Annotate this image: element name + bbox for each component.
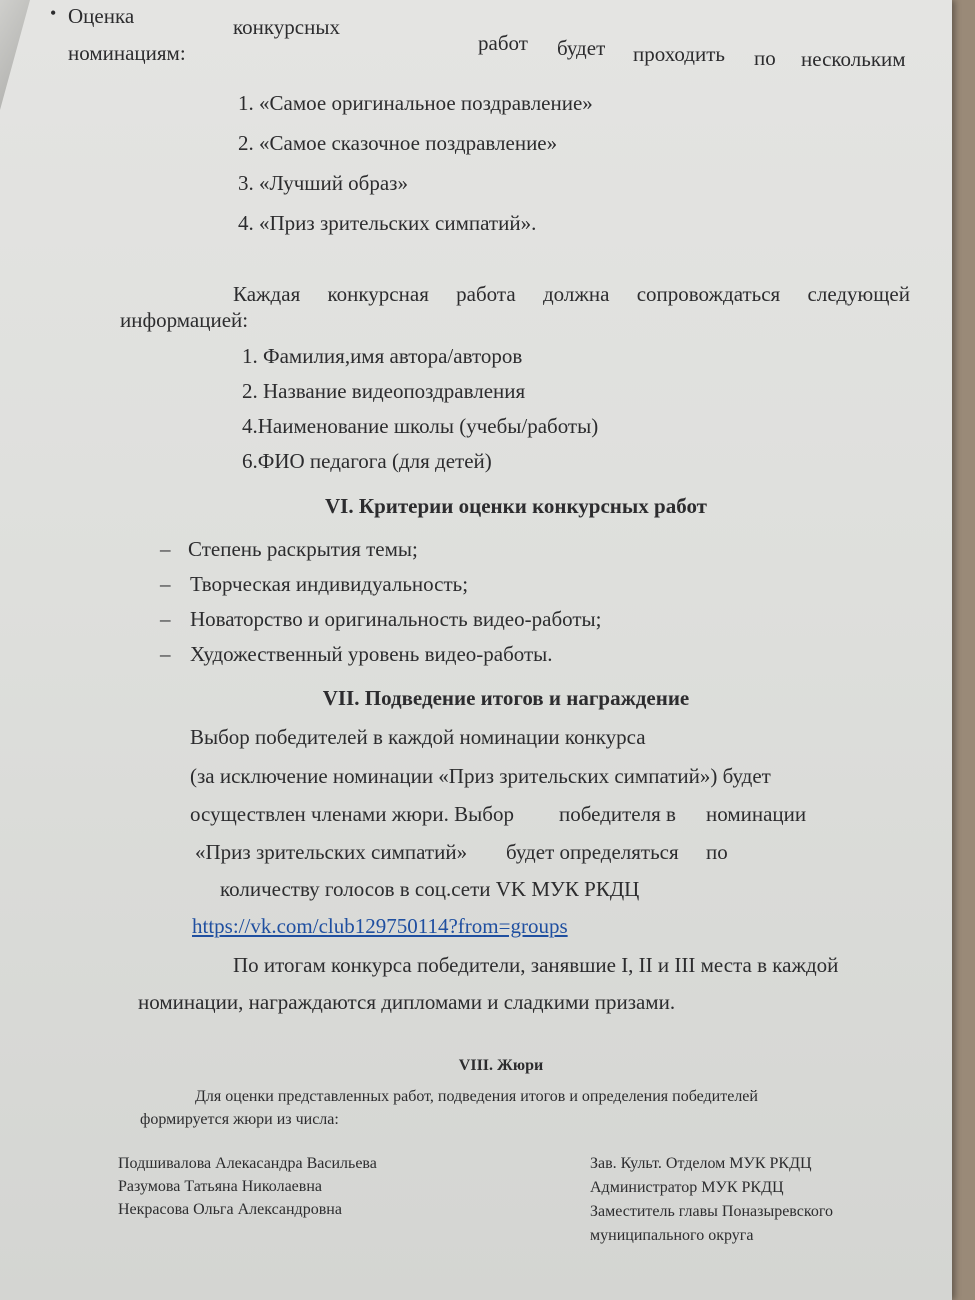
jury-member-role: Зав. Культ. Отделом МУК РКДЦ	[590, 1155, 812, 1172]
jury-intro-line: формируется жюри из числа:	[140, 1111, 339, 1128]
bullet-mark: •	[50, 3, 57, 23]
folded-corner	[0, 0, 30, 110]
jury-member-name: Некрасова Ольга Александровна	[118, 1201, 342, 1218]
info-item: 1. Фамилия,имя автора/авторов	[242, 344, 523, 368]
nomination-item: 1. «Самое оригинальное поздравление»	[238, 91, 593, 115]
jury-member-name: Разумова Татьяна Николаевна	[118, 1178, 322, 1195]
jury-intro-line: Для оценки представленных работ, подведения итогов и определения победителей	[195, 1088, 758, 1105]
vk-group-link[interactable]: https://vk.com/club129750114?from=groups	[192, 914, 568, 938]
results-line: победителя в	[559, 802, 676, 826]
info-paragraph-line-1	[233, 284, 910, 305]
list-dash: –	[160, 572, 171, 596]
intro-word-1: Оценка	[68, 4, 135, 28]
intro-word-3: работ	[478, 31, 528, 55]
jury-member-role: Администратор МУК РКДЦ	[590, 1179, 784, 1196]
criteria-item: Творческая индивидуальность;	[190, 572, 469, 596]
intro-word-4: будет	[557, 36, 606, 60]
info-word: работа	[456, 282, 516, 306]
criteria-item: Новаторство и оригинальность видео-работы;	[190, 607, 602, 631]
results-line: «Приз зрительских симпатий»	[195, 840, 468, 864]
jury-member-role: муниципального округа	[590, 1227, 754, 1244]
info-item: 2. Название видеопоздравления	[242, 379, 526, 403]
intro-line-2: номинациям:	[68, 41, 186, 65]
intro-word-2: конкурсных	[233, 15, 340, 39]
criteria-item: Степень раскрытия темы;	[188, 537, 418, 561]
info-word: должна	[542, 282, 610, 306]
info-word: сопровождаться	[636, 282, 781, 306]
jury-member-role: Заместитель главы Поназыревского	[590, 1203, 833, 1220]
results-line: (за исключение номинации «Приз зрительских симпатий») будет	[190, 764, 771, 788]
criteria-item: Художественный уровень видео-работы.	[190, 642, 553, 666]
jury-member-name: Подшивалова Алекасандра Васильева	[118, 1155, 377, 1172]
info-item: 4.Наименование школы (учебы/работы)	[242, 414, 599, 438]
section-8-heading: VIII. Жюри	[458, 1057, 544, 1074]
results-line: номинации	[706, 802, 807, 826]
intro-word-5: проходить	[633, 42, 725, 66]
info-item: 6.ФИО педагога (для детей)	[242, 449, 492, 473]
info-word: конкурсная	[327, 282, 429, 306]
intro-word-7: нескольким	[801, 47, 906, 71]
info-paragraph-line-2: информацией:	[120, 308, 249, 332]
nomination-item: 4. «Приз зрительских симпатий».	[238, 211, 537, 235]
results-line: по	[706, 840, 728, 864]
results-line: Выбор победителей в каждой номинации конкурса	[190, 725, 646, 749]
results-line: номинации, награждаются дипломами и сладкими призами.	[138, 990, 676, 1014]
nomination-item: 2. «Самое сказочное поздравление»	[238, 131, 558, 155]
list-dash: –	[160, 642, 171, 666]
section-7-heading: VII. Подведение итогов и награждение	[322, 686, 690, 710]
section-6-heading: VI. Критерии оценки конкурсных работ	[325, 494, 707, 518]
nomination-item: 3. «Лучший образ»	[238, 171, 408, 195]
info-word: следующей	[807, 282, 910, 306]
results-line: количеству голосов в соц.сети VK МУК РКДЦ	[220, 877, 640, 901]
results-line: По итогам конкурса победители, занявшие I, II и III места в каждой	[233, 953, 839, 977]
list-dash: –	[160, 607, 171, 631]
intro-word-6: по	[754, 46, 776, 70]
results-line: осуществлен членами жюри. Выбор	[190, 802, 514, 826]
results-line: будет определяться	[506, 840, 679, 864]
info-word: Каждая	[233, 282, 301, 306]
list-dash: –	[160, 537, 171, 561]
